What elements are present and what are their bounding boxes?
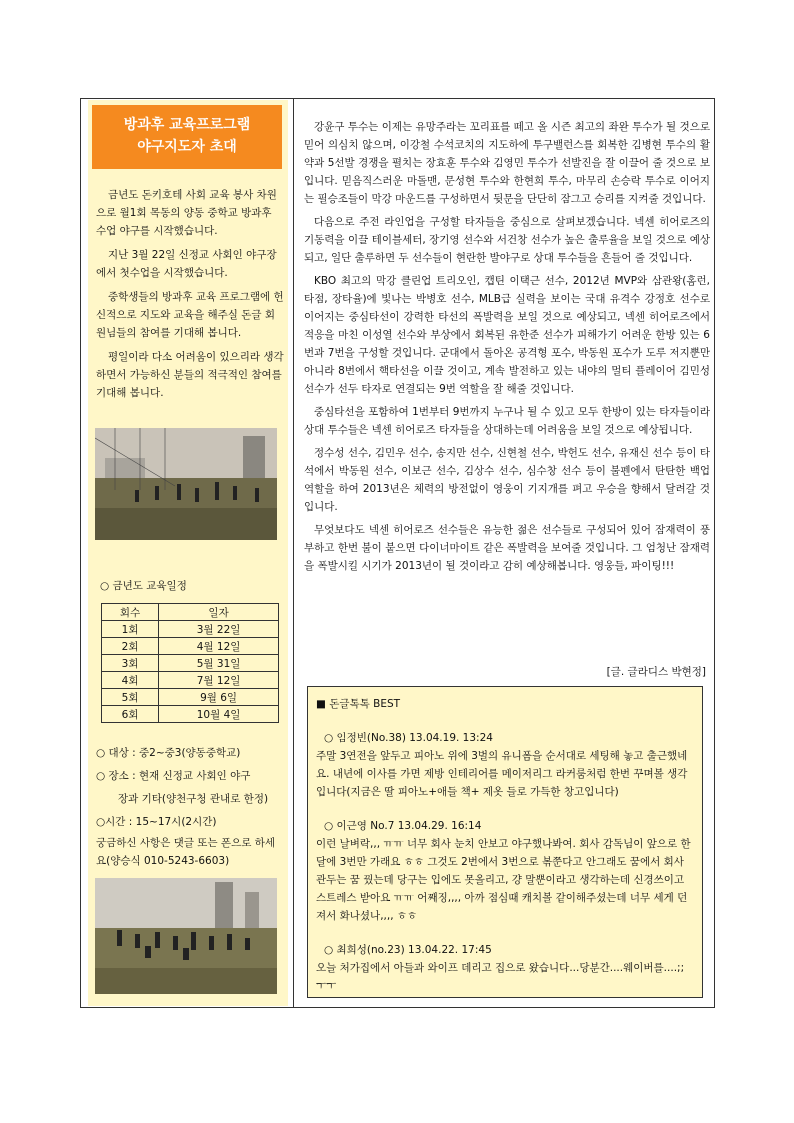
comment-item bbox=[316, 729, 694, 801]
intro-paragraph: 금년도 돈키호테 사회 교육 봉사 차원으로 월1회 목동의 양동 중학교 방과후 수업 야구를 시작했습니다. bbox=[96, 189, 277, 237]
comment-text: 오늘 처가집에서 아들과 와이프 데리고 집으로 왔습니다...당분간....웨이버를....;;ㅜㅜ bbox=[316, 962, 685, 992]
article-paragraph: 강윤구 투수는 이제는 유망주라는 꼬리표를 떼고 올 시즌 최고의 좌완 투수가 될 것으로 믿어 의심치 않으며, 이강철 수석코치의 지도하에 투구밸런스를 회복한 김병현 투수의 활약과 5선발 경쟁을 펼치는 장효훈 투수와 김영민 투수가 선발진을 잘 이끌어 줄 것으로 보입니다. 믿음직스러운 마돌맨, 문성현 투수와 한현희 투수, 마무리 손승락 투수로 이어지는 필승조들이 막강 마운드를 구성하면서 뒷문을 단단히 잠그고 승리를 지켜줄 것입니다. bbox=[304, 121, 710, 205]
table-cell: 10월 4일 bbox=[159, 706, 279, 723]
article-paragraph: 정수성 선수, 김민우 선수, 송지만 선수, 신현철 선수, 박헌도 선수, 유재신 선수 등이 타석에서 박동원 선수, 이보근 선수, 김상수 선수, 심수창 선수 등이 불펜에서 탄탄한 백업 역할을 하여 2013년은 체력의 방전없이 영웅이 기지개를 펴고 우승을 향해서 달려갈 것입니다. bbox=[304, 447, 710, 513]
column-divider bbox=[293, 98, 294, 1008]
intro-paragraph: 지난 3월 22일 신정교 사회인 야구장에서 첫수업을 시작했습니다. bbox=[96, 249, 277, 279]
table-cell: 3회 bbox=[102, 655, 159, 672]
intro-paragraph: 평일이라 다소 어려움이 있으리라 생각 하면서 가능하신 분들의 적극적인 참여를 기대해 봅니다. bbox=[96, 351, 284, 399]
table-row bbox=[102, 706, 279, 723]
intro-text bbox=[96, 186, 284, 408]
article-paragraph: 중심타선을 포함하여 1번부터 9번까지 누구나 될 수 있고 모두 한방이 있는 타자들이라 상대 투수들은 넥센 히어로즈 타자들을 상대하는데 어려움을 보일 것으로 예상됩니다. bbox=[304, 406, 710, 436]
banner-line-1: 방과후 교육프로그램 bbox=[123, 117, 251, 133]
team-photo bbox=[95, 878, 277, 994]
article-paragraph: KBO 최고의 막강 클린업 트리오인, 캡틴 이택근 선수, 2012년 MVP와 삼관왕(홈런, 타점, 장타율)에 빛나는 박병호 선수, MLB급 실력을 보이는 국대 유격수 강정호 선수로 이어지는 중심타선이 강력한 타선의 폭발력을 보일 것으로 예상되고, 넥센 히어로즈에서 적응을 마친 이성열 선수와 부상에서 회복된 유한준 선수가 피해가기 어려운 한방 있는 6번과 7번을 구성할 것입니다. 군대에서 돌아온 공격형 포수, 박동원 포수가 도루 저지뿐만 아니라 8번에서 핵타선을 이끌 것이고, 계속 발전하고 있는 내야의 멀티 플레이어 김민성 선수가 선두 타자로 연결되는 9번 역할을 잘 해줄 것입니다. bbox=[304, 275, 710, 395]
schedule-table bbox=[101, 603, 279, 723]
table-cell: 1회 bbox=[102, 621, 159, 638]
table-cell: 2회 bbox=[102, 638, 159, 655]
info-target: ○ 대상 : 중2~중3(양동중학교) bbox=[96, 747, 241, 759]
table-cell: 4회 bbox=[102, 672, 159, 689]
info-time: ○시간 : 15~17시(2시간) bbox=[96, 816, 217, 828]
article-paragraph: 다음으로 주전 라인업을 구성할 타자들을 중심으로 살펴보겠습니다. 넥센 히어로즈의 기동력을 이끌 테이블세터, 장기영 선수와 서건창 선수가 높은 출루율을 보일 것으로 예상되고, 일단 출루하면 두 선수들이 현란한 발야구로 상대 투수들을 흔들어 줄 것입니다. bbox=[304, 216, 710, 264]
table-cell: 9월 6일 bbox=[159, 689, 279, 706]
column-header: 일자 bbox=[159, 604, 279, 621]
talk-box-title: ■ 돈글톡톡 BEST bbox=[316, 698, 401, 710]
article-body bbox=[304, 118, 710, 580]
table-cell: 4월 12일 bbox=[159, 638, 279, 655]
info-place-detail: 장과 기타(양천구청 관내로 한정) bbox=[118, 793, 269, 805]
column-header: 회수 bbox=[102, 604, 159, 621]
comment-author: ○ 최희성(no.23) 13.04.22. 17:45 bbox=[324, 944, 492, 956]
comment-author: ○ 임정빈(No.38) 13.04.19. 13:24 bbox=[324, 732, 493, 744]
comment-text: 주말 3연전을 앞두고 피아노 위에 3벌의 유니폼을 순서대로 세팅해 놓고 출근했네요. 내년에 이사를 가면 제방 인테리어를 메이저리그 라커룸처럼 한번 꾸며볼 생각입니다(지금은 딸 피아노+애들 책+ 제옷 들로 가득한 창고입니다) bbox=[316, 750, 688, 798]
table-cell: 5월 31일 bbox=[159, 655, 279, 672]
table-row bbox=[102, 621, 279, 638]
table-cell: 3월 22일 bbox=[159, 621, 279, 638]
program-info bbox=[96, 742, 284, 870]
table-row bbox=[102, 672, 279, 689]
table-cell: 5회 bbox=[102, 689, 159, 706]
table-row bbox=[102, 689, 279, 706]
table-header-row bbox=[102, 604, 279, 621]
banner-line-2: 야구지도자 초대 bbox=[137, 139, 237, 155]
table-cell: 6회 bbox=[102, 706, 159, 723]
comment-text: 이런 날벼락,,, ㅠㅠ 너무 회사 눈치 안보고 야구했나봐여. 회사 감독님이 앞으로 한달에 3번만 가래요 ㅎㅎ 그것도 2번에서 3번으로 볶쭌다고 안그래도 꿈에서 회사 관두는 꿈 꿨는데 당구는 입에도 못올리고, 걍 말뿐이라고 생각하는데 신경쓰이고 스트레스 받아요 ㅠㅠ 어째징,,,, 아까 점심때 캐치볼 같이해주셨는데 너무 세게 던져서 화나셨나,,,, ㅎㅎ bbox=[316, 838, 691, 922]
info-place: ○ 장소 : 현재 신정교 사회인 야구 bbox=[96, 770, 251, 782]
table-row bbox=[102, 638, 279, 655]
table-cell: 7월 12일 bbox=[159, 672, 279, 689]
info-contact: 궁금하신 사항은 댓글 또는 폰으로 하세요(양승식 010-5243-6603) bbox=[96, 837, 275, 867]
comment-item bbox=[316, 941, 694, 995]
schedule-title: ○ 금년도 교육일정 bbox=[100, 580, 187, 592]
article-byline: [글. 글라디스 박현정] bbox=[606, 666, 706, 678]
table-row bbox=[102, 655, 279, 672]
baseball-field-photo bbox=[95, 428, 277, 540]
comment-item bbox=[316, 817, 694, 925]
talk-best-box bbox=[307, 686, 703, 998]
program-banner bbox=[92, 105, 282, 169]
intro-paragraph: 중학생들의 방과후 교육 프로그램에 헌신적으로 지도와 교육을 해주실 돈글 회원님들의 참여를 기대해 봅니다. bbox=[96, 291, 284, 339]
article-paragraph: 무엇보다도 넥센 히어로즈 선수들은 유능한 젊은 선수들로 구성되어 있어 잠재력이 풍부하고 한번 불이 붙으면 다이너마이트 같은 폭발력을 보여줄 것입니다. 그 엄청난 잠재력을 폭발시킬 시기가 2013년이 될 것이라고 감히 예상해봅니다. 영웅들, 파이팅!!! bbox=[304, 524, 710, 572]
comment-author: ○ 이근영 No.7 13.04.29. 16:14 bbox=[324, 820, 482, 832]
